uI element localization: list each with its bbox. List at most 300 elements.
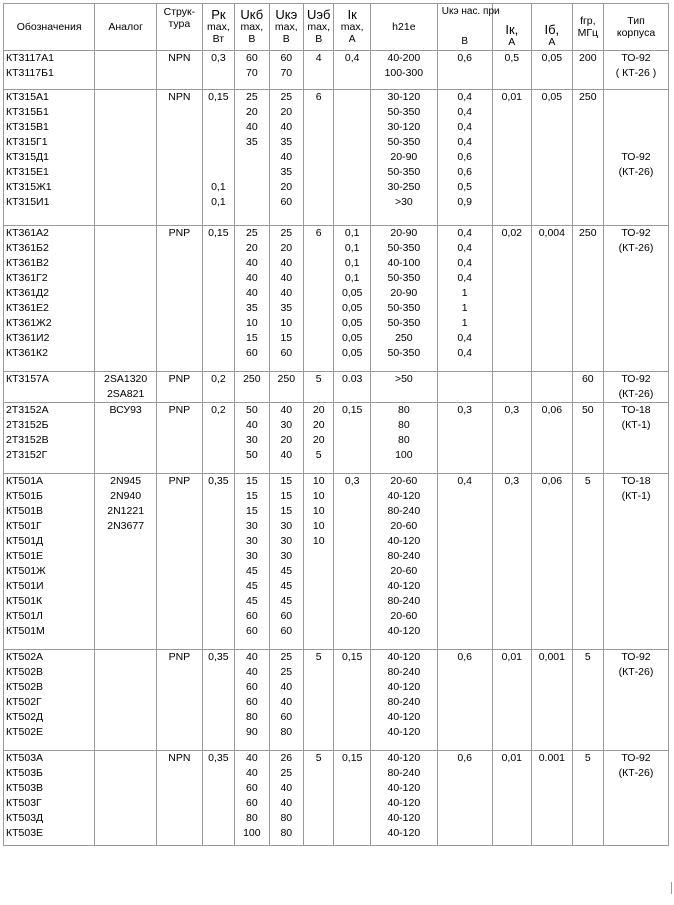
transistor-group-row xyxy=(4,90,669,226)
ik-value: 0,05 xyxy=(341,332,363,344)
ueb-value: 10 xyxy=(312,475,325,487)
name-value: КТ3117Б1 xyxy=(6,67,54,79)
uke-value: 35 xyxy=(280,136,293,148)
ik-value: 0,15 xyxy=(341,752,363,764)
case-value: (КТ-1) xyxy=(621,419,651,431)
ukb-value: 50 xyxy=(245,449,258,461)
h21e-cell xyxy=(370,90,437,226)
case-value: (КТ-26) xyxy=(618,388,654,400)
ukb-cell xyxy=(235,372,269,403)
uke-value: 80 xyxy=(280,827,293,839)
ukenas-value: 0,5 xyxy=(457,181,472,193)
ukb-value: 30 xyxy=(245,434,258,446)
uke-cell xyxy=(269,226,303,372)
group-spacer xyxy=(6,387,94,397)
header-ik2: Iк, А xyxy=(492,4,532,51)
header-ueb: Uэб max, В xyxy=(304,4,334,51)
name-cell xyxy=(4,650,95,751)
uke-value: 15 xyxy=(280,505,293,517)
uke-value: 20 xyxy=(280,106,293,118)
ik-cell xyxy=(334,51,370,90)
ueb-value: 10 xyxy=(312,505,325,517)
h21e-value: 80 xyxy=(398,404,410,416)
case-cell xyxy=(604,226,669,372)
h21e-value: 30-120 xyxy=(387,91,421,103)
uke-value: 26 xyxy=(280,752,293,764)
name-value: КТ361Е2 xyxy=(6,302,49,314)
h21e-cell xyxy=(370,403,437,474)
name-value: КТ503Б xyxy=(6,767,43,779)
ukb-value: 30 xyxy=(245,550,258,562)
ueb-value: 20 xyxy=(312,434,325,446)
ik-cell xyxy=(334,650,370,751)
name-value: КТ315Г1 xyxy=(6,136,48,148)
pk-value: 0,1 xyxy=(211,181,226,193)
pk-value: 0,3 xyxy=(211,52,226,64)
case-value: (КТ-26) xyxy=(618,666,654,678)
ueb-cell xyxy=(304,650,334,751)
ik-value: 0,05 xyxy=(341,302,363,314)
struct-value: PNP xyxy=(168,227,191,239)
header-h21e: h21e xyxy=(370,4,437,51)
name-value: КТ361И2 xyxy=(6,332,50,344)
ik-value: 0,1 xyxy=(344,272,360,284)
h21e-value: 40-120 xyxy=(387,812,421,824)
case-cell xyxy=(604,474,669,650)
case-value: (КТ-26) xyxy=(618,242,654,254)
pk-value: 0,35 xyxy=(208,752,229,764)
fgr-value: 60 xyxy=(581,373,594,385)
ukenas-value: 0,4 xyxy=(457,257,472,269)
header-case: Тип корпуса xyxy=(604,4,669,51)
name-cell xyxy=(4,372,95,403)
ukb-value: 30 xyxy=(245,520,258,532)
struct-cell xyxy=(157,403,203,474)
ukb-value xyxy=(235,195,268,210)
uke-value: 20 xyxy=(280,181,293,193)
ukenas-value: 1 xyxy=(461,302,468,314)
ukb-value: 70 xyxy=(245,67,258,79)
analog-cell xyxy=(95,650,157,751)
table-header xyxy=(4,4,669,51)
transistor-table xyxy=(3,3,669,846)
name-value: КТ315Е1 xyxy=(6,166,49,178)
transistor-group-row xyxy=(4,403,669,474)
fgr-value: 5 xyxy=(584,752,591,764)
uke-value: 45 xyxy=(280,595,293,607)
case-value: ТО-92 xyxy=(621,227,651,239)
name-cell xyxy=(4,403,95,474)
ik-value: 0,1 xyxy=(344,242,360,254)
uke-cell xyxy=(269,372,303,403)
name-value: 2Т3152Б xyxy=(6,419,49,431)
pk-value: 0,2 xyxy=(211,404,226,416)
ueb-cell xyxy=(304,226,334,372)
group-spacer xyxy=(6,81,94,89)
case-value xyxy=(604,120,668,135)
ukb-value: 40 xyxy=(245,287,258,299)
pk-value: 0,15 xyxy=(208,91,229,103)
ukenas-value: 0,4 xyxy=(457,475,472,487)
ik2-cell xyxy=(492,372,532,403)
uke-value: 60 xyxy=(280,196,293,208)
uke-value: 40 xyxy=(280,257,293,269)
ib-value: 0,001 xyxy=(538,651,565,663)
fgr-cell xyxy=(572,474,603,650)
name-cell xyxy=(4,226,95,372)
ueb-value: 20 xyxy=(312,419,325,431)
name-value: КТ315Ж1 xyxy=(6,181,52,193)
ukenas-value: 0,4 xyxy=(457,242,472,254)
ukb-value: 40 xyxy=(245,121,258,133)
group-spacer xyxy=(6,740,94,750)
transistor-group-row xyxy=(4,751,669,846)
ueb-value: 6 xyxy=(315,227,322,239)
fgr-cell xyxy=(572,90,603,226)
transistor-group-row xyxy=(4,474,669,650)
uke-value: 20 xyxy=(280,242,293,254)
h21e-value: 40-120 xyxy=(387,711,421,723)
name-value: КТ501М xyxy=(6,625,45,637)
ik2-cell xyxy=(492,403,532,474)
name-value: КТ503Д xyxy=(6,812,44,824)
ib-value: 0,004 xyxy=(538,227,565,239)
pk-cell xyxy=(202,90,234,226)
ukb-value xyxy=(235,165,268,180)
name-value: КТ501А xyxy=(6,475,44,487)
ukenas-value: 0,4 xyxy=(457,136,472,148)
analog-cell xyxy=(95,403,157,474)
h21e-value: 40-120 xyxy=(387,726,421,738)
struct-cell xyxy=(157,751,203,846)
name-value: КТ315И1 xyxy=(6,196,50,208)
uke-value: 80 xyxy=(280,812,293,824)
uke-value: 30 xyxy=(280,419,293,431)
ik-value: 0,15 xyxy=(341,404,363,416)
ukb-value: 40 xyxy=(245,651,258,663)
pk-cell xyxy=(202,226,234,372)
name-value: КТ361Б2 xyxy=(6,242,49,254)
ukb-value: 40 xyxy=(245,419,258,431)
transistor-group-row xyxy=(4,650,669,751)
ukenas-value: 0,4 xyxy=(457,121,472,133)
name-value: КТ501Д xyxy=(6,535,44,547)
uke-value: 25 xyxy=(280,91,293,103)
ik2-value: 0,3 xyxy=(504,475,520,487)
h21e-value: 20-90 xyxy=(390,227,418,239)
fgr-cell xyxy=(572,403,603,474)
case-value: (КТ-26) xyxy=(618,767,654,779)
uke-value: 40 xyxy=(280,797,293,809)
pk-cell xyxy=(202,403,234,474)
ukb-value: 35 xyxy=(245,136,258,148)
struct-cell xyxy=(157,226,203,372)
ukenas-value: 0,4 xyxy=(457,91,472,103)
ukenas-cell xyxy=(437,474,492,650)
ukb-value: 45 xyxy=(245,565,258,577)
ukb-value: 30 xyxy=(245,535,258,547)
fgr-value: 200 xyxy=(579,52,597,64)
uke-cell xyxy=(269,474,303,650)
h21e-value: >50 xyxy=(394,373,413,385)
ik-cell xyxy=(334,751,370,846)
name-value: КТ361Г2 xyxy=(6,272,48,284)
ukb-value: 60 xyxy=(245,681,258,693)
uke-cell xyxy=(269,90,303,226)
fgr-value: 250 xyxy=(579,91,597,103)
analog-value: 2SA1320 xyxy=(104,373,148,385)
pk-cell xyxy=(202,372,234,403)
header-name: Обозначения xyxy=(4,4,95,51)
pk-value xyxy=(203,135,234,150)
uke-value: 35 xyxy=(280,302,293,314)
analog-cell xyxy=(95,226,157,372)
ib-value: 0,05 xyxy=(541,91,563,103)
ukb-value: 100 xyxy=(243,827,261,839)
uke-value: 15 xyxy=(280,332,293,344)
uke-value: 25 xyxy=(280,767,293,779)
uke-value: 40 xyxy=(280,287,293,299)
ik-value: 0,15 xyxy=(341,651,363,663)
name-value: КТ503А xyxy=(6,752,44,764)
ukenas-value: 0,4 xyxy=(457,227,472,239)
pk-cell xyxy=(202,51,234,90)
ukenas-cell xyxy=(437,51,492,90)
case-cell xyxy=(604,372,669,403)
ik2-value: 0,5 xyxy=(504,52,520,64)
header-ik: Iк max, А xyxy=(334,4,370,51)
name-value: КТ503Г xyxy=(6,797,42,809)
h21e-value: 50-350 xyxy=(387,272,421,284)
uke-value: 40 xyxy=(280,404,293,416)
struct-cell xyxy=(157,90,203,226)
ib-cell xyxy=(532,90,573,226)
analog-value: 2SA821 xyxy=(106,388,145,400)
ukb-value: 45 xyxy=(245,580,258,592)
name-value: КТ501И xyxy=(6,580,44,592)
case-value: (КТ-26) xyxy=(618,166,654,178)
ik-cell xyxy=(334,372,370,403)
uke-value: 15 xyxy=(280,490,293,502)
h21e-value: 40-120 xyxy=(387,625,421,637)
name-value: КТ361К2 xyxy=(6,347,49,359)
fgr-cell xyxy=(572,650,603,751)
name-value: КТ315Д1 xyxy=(6,151,49,163)
ueb-cell xyxy=(304,403,334,474)
h21e-cell xyxy=(370,751,437,846)
h21e-value: 40-100 xyxy=(387,257,421,269)
name-cell xyxy=(4,474,95,650)
pk-value xyxy=(203,120,234,135)
pk-value xyxy=(203,105,234,120)
ukb-cell xyxy=(235,650,269,751)
ik-value: 0,4 xyxy=(344,52,360,64)
name-value: КТ502А xyxy=(6,651,44,663)
pk-value: 0,1 xyxy=(211,196,226,208)
uke-value: 40 xyxy=(280,151,293,163)
h21e-value: 80-240 xyxy=(387,666,421,678)
name-value: КТ501В xyxy=(6,505,44,517)
ukb-value: 250 xyxy=(243,373,261,385)
h21e-cell xyxy=(370,650,437,751)
uke-value: 40 xyxy=(280,121,293,133)
ukenas-value: 0,3 xyxy=(457,404,472,416)
ukb-value: 50 xyxy=(245,404,258,416)
name-value: КТ501Ж xyxy=(6,565,46,577)
h21e-cell xyxy=(370,226,437,372)
h21e-value: 30-120 xyxy=(387,121,421,133)
ukenas-value: 0,4 xyxy=(457,332,472,344)
uke-cell xyxy=(269,751,303,846)
uke-value: 40 xyxy=(280,681,293,693)
ib-cell xyxy=(532,403,573,474)
ik2-cell xyxy=(492,51,532,90)
name-value: КТ315А1 xyxy=(6,91,49,103)
h21e-value: 80 xyxy=(398,419,410,431)
ik-value: 0,05 xyxy=(341,317,363,329)
ukb-value: 60 xyxy=(245,52,258,64)
ukb-value: 60 xyxy=(245,782,258,794)
h21e-value: 50-350 xyxy=(387,166,421,178)
case-value xyxy=(604,105,668,120)
ukb-value: 15 xyxy=(245,490,258,502)
group-spacer xyxy=(6,361,94,371)
analog-cell xyxy=(95,474,157,650)
ueb-value: 4 xyxy=(315,52,322,64)
ukb-cell xyxy=(235,226,269,372)
h21e-value: 40-120 xyxy=(387,681,421,693)
uke-value: 25 xyxy=(280,651,293,663)
case-value: ТО-18 xyxy=(621,475,651,487)
case-cell xyxy=(604,650,669,751)
h21e-value: 50-350 xyxy=(387,106,421,118)
ik2-cell xyxy=(492,751,532,846)
ukb-value: 40 xyxy=(245,752,258,764)
transistor-group-row xyxy=(4,372,669,403)
ib-cell xyxy=(532,51,573,90)
ukb-value: 60 xyxy=(245,347,258,359)
uke-value: 40 xyxy=(280,272,293,284)
case-value: ТО-18 xyxy=(621,404,651,416)
ukenas-value: 0,6 xyxy=(457,166,472,178)
ukb-value: 10 xyxy=(245,317,258,329)
case-value: ТО-92 xyxy=(621,52,651,64)
pk-value: 0,2 xyxy=(211,373,226,385)
h21e-value: 50-350 xyxy=(387,347,421,359)
case-value: ТО-92 xyxy=(621,651,651,663)
uke-value: 15 xyxy=(280,475,293,487)
name-value: КТ502Д xyxy=(6,711,44,723)
uke-cell xyxy=(269,650,303,751)
struct-value: NPN xyxy=(168,91,191,103)
ueb-value: 5 xyxy=(315,449,322,461)
pk-cell xyxy=(202,650,234,751)
case-value: ТО-92 xyxy=(621,151,651,163)
ueb-cell xyxy=(304,372,334,403)
h21e-value: 40-120 xyxy=(387,580,421,592)
name-value: 2Т3152А xyxy=(6,404,49,416)
fgr-cell xyxy=(572,51,603,90)
uke-value: 60 xyxy=(280,625,293,637)
ukb-value: 40 xyxy=(245,666,258,678)
name-value: КТ361А2 xyxy=(6,227,49,239)
ib-value: 0,06 xyxy=(541,404,563,416)
case-value: ТО-92 xyxy=(621,752,651,764)
ukenas-value: 1 xyxy=(461,317,468,329)
header-pk: Pк max, Вт xyxy=(202,4,234,51)
fgr-value: 5 xyxy=(584,475,591,487)
analog-cell xyxy=(95,372,157,403)
h21e-value: 100-300 xyxy=(384,67,424,79)
transistor-group-row xyxy=(4,226,669,372)
name-value: КТ361Ж2 xyxy=(6,317,52,329)
ukb-cell xyxy=(235,51,269,90)
ukb-value: 15 xyxy=(245,475,258,487)
ukb-value xyxy=(235,180,268,195)
edge-tick xyxy=(671,882,672,894)
h21e-value: 40-120 xyxy=(387,651,421,663)
ik2-cell xyxy=(492,474,532,650)
ib-value: 0.001 xyxy=(538,752,565,764)
ueb-value: 5 xyxy=(315,373,322,385)
uke-value: 70 xyxy=(280,67,293,79)
ukb-cell xyxy=(235,474,269,650)
ukenas-value: 1 xyxy=(461,287,468,299)
header-ukenas-caption: Uкэ нас. при xyxy=(441,6,500,17)
h21e-value: 50-350 xyxy=(387,136,421,148)
ukb-value: 20 xyxy=(245,242,258,254)
name-value: КТ3117А1 xyxy=(6,52,54,64)
name-value: КТ315Б1 xyxy=(6,106,49,118)
h21e-value: 20-90 xyxy=(390,151,418,163)
name-cell xyxy=(4,90,95,226)
ukb-value: 25 xyxy=(245,227,258,239)
ukb-cell xyxy=(235,403,269,474)
uke-value: 60 xyxy=(280,52,293,64)
name-value: КТ503Е xyxy=(6,827,44,839)
ik-cell xyxy=(334,226,370,372)
fgr-cell xyxy=(572,226,603,372)
h21e-value: 50-350 xyxy=(387,302,421,314)
ukb-value: 40 xyxy=(245,767,258,779)
uke-value: 60 xyxy=(280,711,293,723)
ib-cell xyxy=(532,751,573,846)
ik-cell xyxy=(334,474,370,650)
case-cell xyxy=(604,90,669,226)
header-ukenas-v: Uкэ нас. при В xyxy=(437,4,492,51)
pk-cell xyxy=(202,751,234,846)
struct-value: PNP xyxy=(168,651,191,663)
header-uke: Uкэ max, В xyxy=(269,4,303,51)
name-value: КТ3157А xyxy=(6,373,49,385)
struct-cell xyxy=(157,372,203,403)
transistor-group-row xyxy=(4,51,669,90)
case-cell xyxy=(604,51,669,90)
h21e-value: 80-240 xyxy=(387,696,421,708)
group-spacer xyxy=(6,639,94,649)
h21e-value: 20-60 xyxy=(390,610,418,622)
name-cell xyxy=(4,51,95,90)
ik-value: 0,05 xyxy=(341,287,363,299)
case-value: ТО-92 xyxy=(621,373,651,385)
h21e-value: 50-350 xyxy=(387,242,421,254)
name-value: КТ361В2 xyxy=(6,257,49,269)
ukb-value xyxy=(235,150,268,165)
ik-value: 0,1 xyxy=(344,257,360,269)
case-value xyxy=(604,135,668,150)
ukenas-cell xyxy=(437,751,492,846)
h21e-value: 40-200 xyxy=(387,52,421,64)
